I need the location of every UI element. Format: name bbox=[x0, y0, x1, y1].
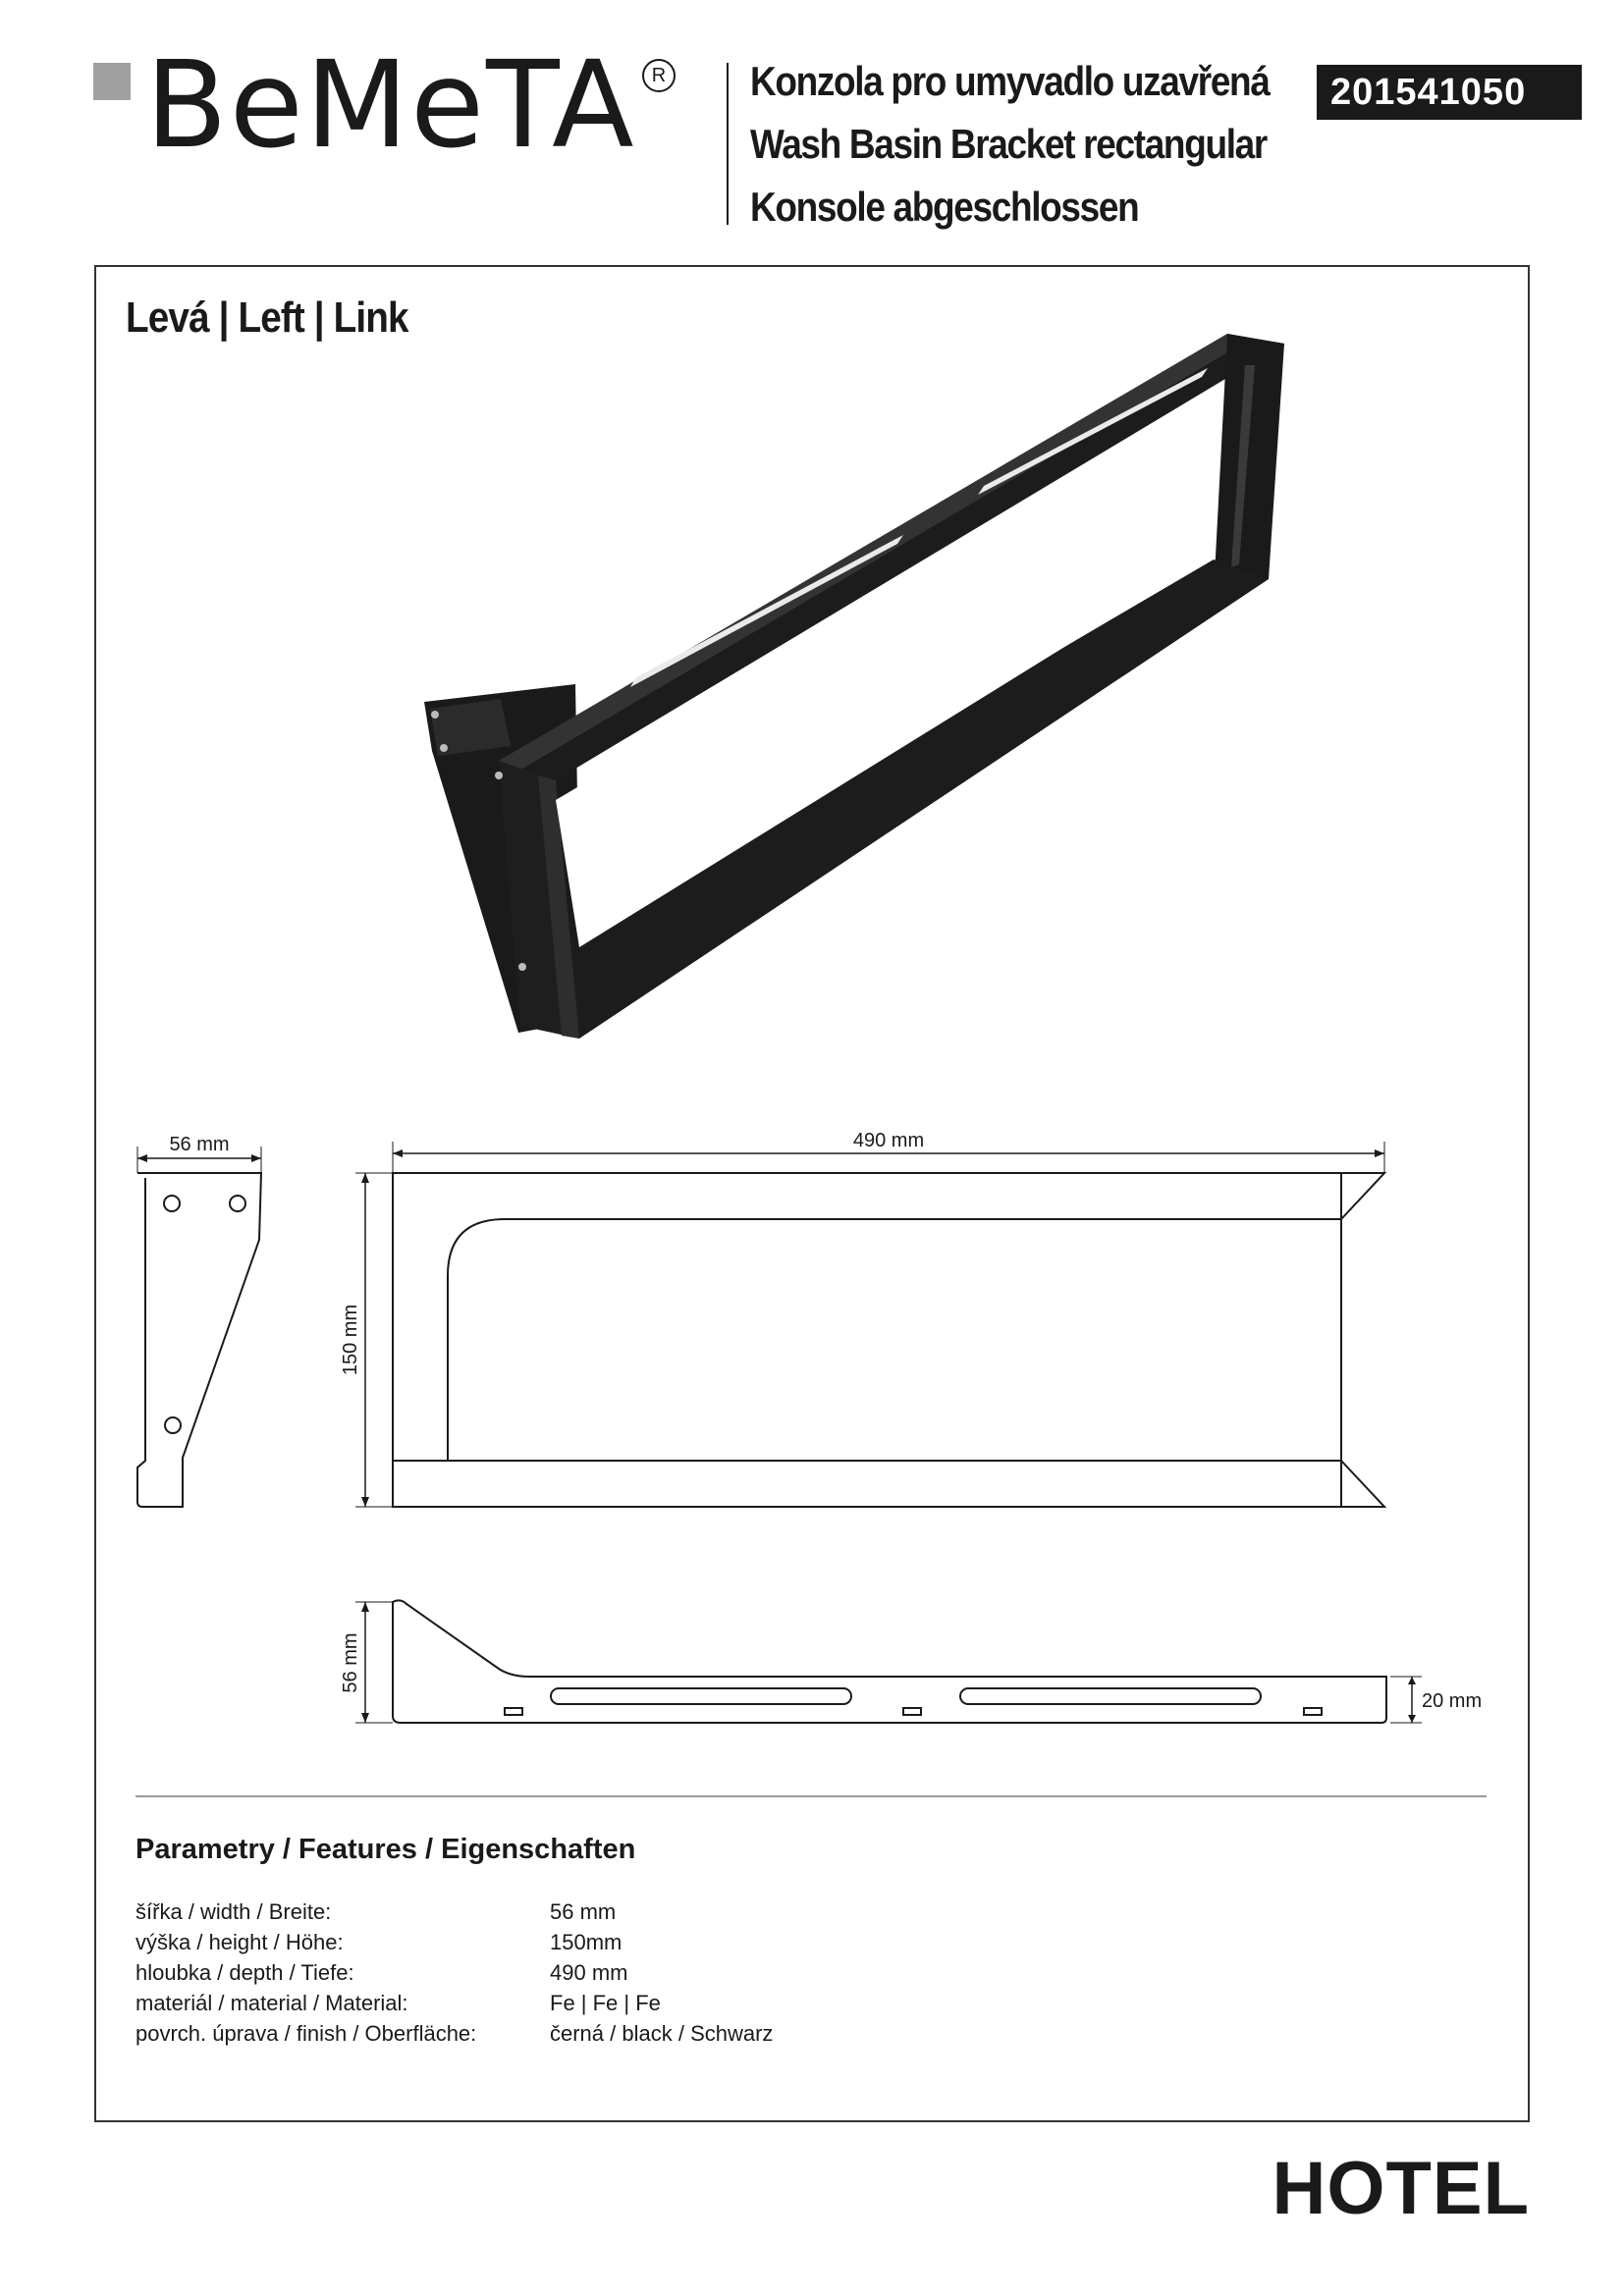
product-code-badge: 201541050 bbox=[1317, 65, 1582, 120]
features-title: Parametry / Features / Eigenschaften bbox=[135, 1834, 636, 1865]
front-view-drawing bbox=[355, 1142, 1384, 1507]
front-depth-dimension: 490 mm bbox=[852, 1130, 925, 1151]
top-view-drawing bbox=[355, 1600, 1422, 1723]
side-view-drawing bbox=[137, 1147, 261, 1507]
product-title-de: Konsole abgeschlossen bbox=[750, 184, 1139, 230]
feature-label: šířka / width / Breite: bbox=[135, 1899, 332, 1924]
feature-row-depth bbox=[135, 1957, 773, 1988]
feature-label: materiál / material / Material: bbox=[135, 1991, 408, 2015]
feature-value: 490 mm bbox=[550, 1960, 628, 1985]
feature-row-material bbox=[135, 1988, 773, 2018]
feature-value: 150mm bbox=[550, 1930, 623, 1954]
feature-row-height bbox=[135, 1927, 773, 1957]
variant-label: Levá | Left | Link bbox=[126, 294, 408, 342]
feature-row-width bbox=[135, 1896, 773, 1927]
features-table bbox=[135, 1896, 773, 2049]
feature-row-finish bbox=[135, 2018, 773, 2049]
registered-mark: R bbox=[642, 59, 676, 92]
front-height-dimension: 150 mm bbox=[340, 1304, 361, 1376]
series-label: HOTEL bbox=[1272, 2147, 1530, 2230]
product-title-en: Wash Basin Bracket rectangular bbox=[750, 121, 1267, 167]
top-thickness-dimension: 20 mm bbox=[1422, 1690, 1483, 1712]
feature-value: 56 mm bbox=[550, 1899, 617, 1924]
feature-label: výška / height / Höhe: bbox=[135, 1930, 344, 1954]
brand-logo: BeMeTA bbox=[145, 35, 636, 175]
feature-label: hloubka / depth / Tiefe: bbox=[135, 1960, 354, 1985]
top-width-dimension: 56 mm bbox=[340, 1632, 361, 1693]
side-width-dimension: 56 mm bbox=[169, 1134, 230, 1155]
feature-label: povrch. úprava / finish / Oberfläche: bbox=[135, 2021, 477, 2046]
product-render bbox=[424, 334, 1284, 1039]
feature-value: černá / black / Schwarz bbox=[550, 2021, 774, 2046]
product-title-cz: Konzola pro umyvadlo uzavřená bbox=[750, 58, 1270, 104]
feature-value: Fe | Fe | Fe bbox=[550, 1991, 661, 2015]
